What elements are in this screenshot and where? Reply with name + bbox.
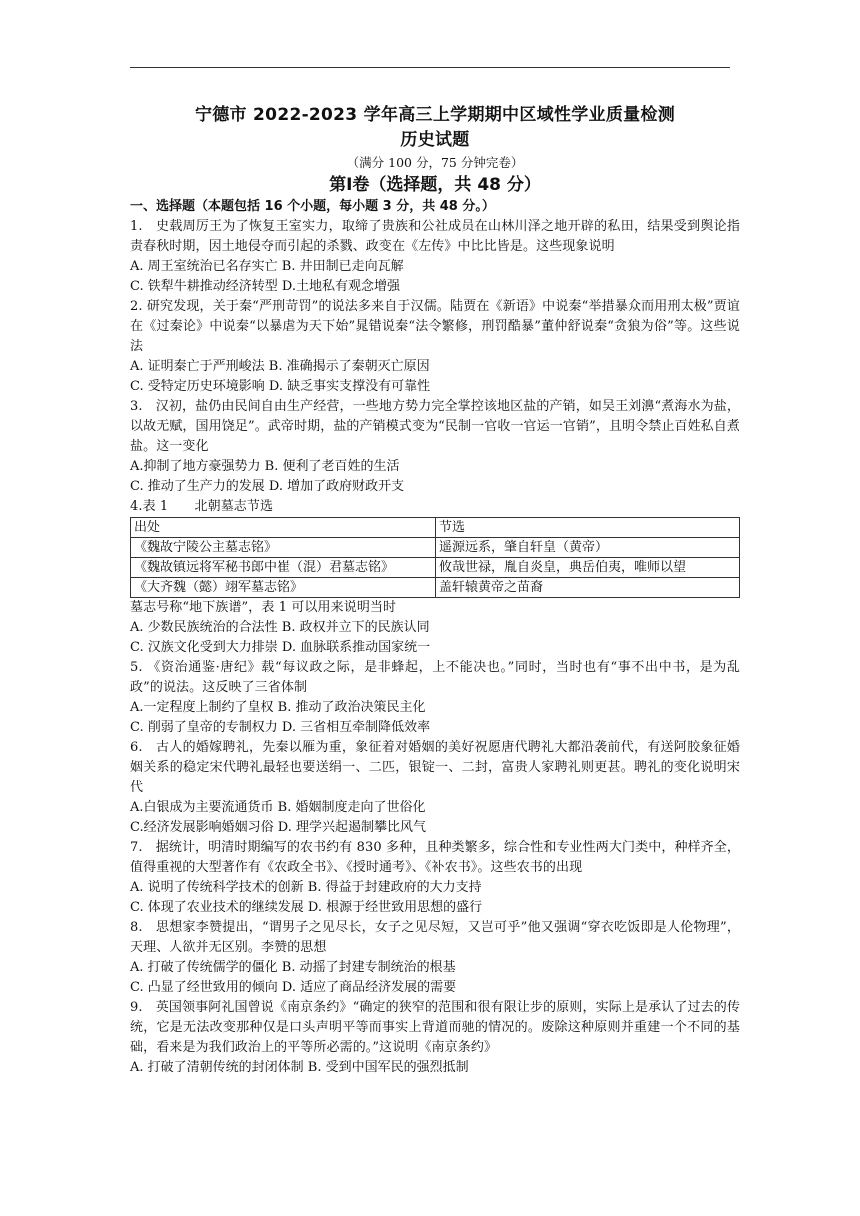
question-stem: 5. 《资治通鉴·唐纪》载“每议政之际，是非蜂起，上不能决也。”同时，当时也有“事不出中书，是为乱政”的说法。这反映了三省体制	[130, 660, 740, 695]
question-options: A. 打破了清朝传统的封闭体制 B. 受到中国军民的强烈抵制	[130, 1060, 469, 1075]
table-cell: 《魏故宁陵公主墓志铭》	[131, 538, 436, 558]
question-2	[130, 297, 740, 397]
table-header-cell: 节选	[436, 518, 740, 538]
subject-title: 历史试题	[400, 130, 470, 150]
question-options: A. 少数民族统治的合法性 B. 政权并立下的民族认同	[130, 620, 430, 635]
table-cell: 《大齐魏（懿）翊军墓志铭》	[131, 578, 436, 598]
table-row	[131, 558, 740, 578]
table-header-cell: 出处	[131, 518, 436, 538]
question-6	[130, 738, 740, 838]
epitaph-table	[130, 517, 740, 598]
table-cell: 《魏故镇远将军秘书郎中崔（混）君墓志铭》	[131, 558, 436, 578]
question-options: C.经济发展影响婚姻习俗 D. 理学兴起遏制攀比风气	[130, 820, 426, 835]
volume-heading: 第Ⅰ卷（选择题，共 48 分）	[329, 175, 541, 195]
question-3	[130, 397, 740, 497]
question-stem: 1. 史载周厉王为了恢复王室实力，取缔了贵族和公社成员在山林川泽之地开辟的私田，结果受到舆论指责春秋时期，因土地侵夺而引起的杀戮、政变在《左传》中比比皆是。这些现象说明	[130, 219, 740, 254]
question-stem: 墓志号称“地下族谱”，表 1 可以用来说明当时	[130, 600, 397, 615]
question-9	[130, 998, 740, 1078]
question-stem: 3. 汉初，盐仍由民间自由生产经营，一些地方势力完全掌控该地区盐的产销，如吴王刘濞“煮海水为盐，以故无赋，国用饶足”。武帝时期，盐的产销模式变为“民制一官收一官运一官销”，且明令禁止百姓私自煮盐。这一变化	[130, 399, 740, 454]
question-5	[130, 658, 740, 738]
section-heading: 一、选择题（本题包括 16 个小题，每小题 3 分，共 48 分。）	[130, 199, 495, 214]
exam-subtitle: （满分 100 分，75 分钟完卷）	[346, 155, 524, 170]
question-stem: 8. 思想家李赞提出，“谓男子之见尽长，女子之见尽短，又岂可乎”他又强调“穿衣吃饭即是人伦物理”，天理、人欲并无区别。李赞的思想	[130, 920, 740, 955]
question-stem: 9. 英国领事阿礼国曾说《南京条约》“确定的狭窄的范围和很有限让步的原则，实际上是承认了过去的传统，它是无法改变那种仅是口头声明平等而事实上背道而驰的情况的。废除这种原则并重建一个不同的基础，看来是为我们政治上的平等所必需的。”这说明《南京条约》	[130, 1000, 740, 1055]
question-7	[130, 838, 740, 918]
question-options: A.一定程度上制约了皇权 B. 推动了政治决策民主化	[130, 700, 426, 715]
question-options: A.白银成为主要流通货币 B. 婚姻制度走向了世俗化	[130, 800, 426, 815]
exam-page	[130, 103, 740, 1078]
table-row	[131, 578, 740, 598]
question-8	[130, 918, 740, 998]
table-header-row	[131, 518, 740, 538]
question-stem: 2. 研究发现，关于秦“严刑苛罚”的说法多来自于汉儒。陆贾在《新语》中说秦“举措暴众而用刑太极”贾谊在《过秦论》中说秦“以暴虐为天下始”晁错说秦“法令繁修，刑罚酷暴”董仲舒说秦“贪狼为俗”等。这些说法	[130, 299, 740, 354]
table-cell: 攸哉世禄，胤自炎皇，典岳伯夷，唯师以望	[436, 558, 740, 578]
question-options: C. 凸显了经世致用的倾向 D. 适应了商品经济发展的需要	[130, 980, 457, 995]
table-caption: 4.表 1 北朝墓志节选	[130, 499, 274, 514]
question-options: A.抑制了地方豪强势力 B. 便利了老百姓的生活	[130, 459, 400, 474]
question-options: C. 汉族文化受到大力排崇 D. 血脉联系推动国家统一	[130, 640, 431, 655]
question-options: A. 说明了传统科学技术的创新 B. 得益于封建政府的大力支持	[130, 880, 482, 895]
question-options: C. 铁犁牛耕推动经济转型 D.土地私有观念增强	[130, 279, 400, 294]
exam-title: 宁德市 2022-2023 学年高三上学期期中区域性学业质量检测	[194, 105, 676, 125]
table-row	[131, 538, 740, 558]
question-options: A. 证明秦亡于严刑峻法 B. 准确揭示了秦朝灭亡原因	[130, 359, 430, 374]
header-rule	[130, 67, 730, 68]
question-stem: 6. 古人的婚嫁聘礼，先秦以雁为重，象征着对婚姻的美好祝愿唐代聘礼大都沿袭前代，有送阿胶象征婚姻关系的稳定宋代聘礼最轻也要送绢一、二匹，银锭一、二封，富贵人家聘礼则更甚。聘礼的变化说明宋代	[130, 740, 740, 795]
question-stem: 7. 据统计，明清时期编写的农书约有 830 多种，且种类繁多，综合性和专业性两大门类中，种样齐全，值得重视的大型著作有《农政全书》、《授时通考》、《补农书》。这些农书的出现	[130, 840, 740, 875]
question-options: C. 推动了生产力的发展 D. 增加了政府财政开支	[130, 479, 405, 494]
question-options: C. 受特定历史环境影响 D. 缺乏事实支撑没有可靠性	[130, 379, 431, 394]
question-options: A. 打破了传统儒学的僵化 B. 动摇了封建专制统治的根基	[130, 960, 456, 975]
table-cell: 盖轩辕黄帝之苗裔	[436, 578, 740, 598]
question-options: A. 周王室统治已名存实亡 B. 井田制已走向瓦解	[130, 259, 404, 274]
table-cell: 遥源远系，肇自轩皇（黄帝）	[436, 538, 740, 558]
question-options: C. 体现了农业技术的继续发展 D. 根源于经世致用思想的盛行	[130, 900, 483, 915]
question-options: C. 削弱了皇帝的专制权力 D. 三省相互牵制降低效率	[130, 720, 431, 735]
question-4	[130, 497, 740, 658]
question-1	[130, 217, 740, 297]
